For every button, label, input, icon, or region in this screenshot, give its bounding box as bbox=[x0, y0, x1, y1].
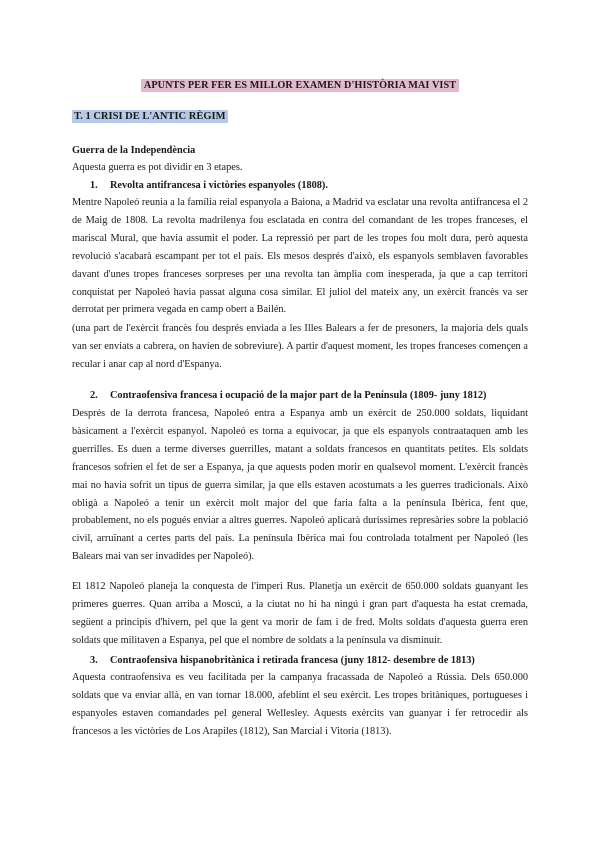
topic-heading: Guerra de la Independència bbox=[72, 145, 196, 156]
stage-3-paragraph-1: Aquesta contraofensiva es veu facilitada per la campanya fracassada de Napoleó a Rússia. Dels 650.000 soldats que va enviar allà, en van tornar 18.000, afeblint el seu exèrcit. Les tropes britàniques, portugueses i espanyoles estaven comandades pel general Wellesley. Aquests exèrcits van guanyar i fer retrocedir als francesos a les victòries de Los Arapiles (1812), San Marcial i Vitoria (1813). bbox=[72, 672, 528, 737]
stage-3-title: Contraofensiva hispanobritànica i retirada francesa (juny 1812- desembre de 1813) bbox=[110, 655, 475, 666]
stage-2-number: 2. bbox=[90, 390, 98, 401]
stage-2-title: Contraofensiva francesa i ocupació de la major part de la Península (1809- juny 1812) bbox=[110, 390, 487, 401]
intro-text: Aquesta guerra es pot dividir en 3 etapes. bbox=[72, 162, 243, 173]
stage-2-heading bbox=[90, 390, 487, 401]
stage-2-paragraph-1: Després de la derrota francesa, Napoleó entra a Espanya amb un exèrcit de 250.000 soldats, liquidant bàsicament a l'exèrcit espanyol. Napoleó es torna a equivocar, ja que els espanyols contraataquen amb les guerrilles. Es duen a terme diverses guerrilles, matant a soldats francesos en quantitats petites. Els soldats francesos sofrien el fet de ser a Espanya, ja que aquests poden morir en qualsevol moment. L'exèrcit francès mai no havia sofrit un tipus de guerra similar, ja que ells estaven acostumats a les guerres tradicionals. Això obligà a Napoleó a tenir un exèrcit molt major del que faria falta a la península Ibèrica, fent que, probablement, no els pogués enviar a altres guerres. Napoleó aplicarà duríssimes represàries sobre la població civil, arruïnant a certes parts del país. La península Ibèrica mai fou controlada totalment per Napoleó (les Balears mai van ser invadides per Napoleó). bbox=[72, 408, 528, 563]
stage-3-heading bbox=[90, 655, 475, 666]
document-title: APUNTS PER FER ES MILLOR EXAMEN D'HISTÒRIA MAI VIST bbox=[141, 79, 459, 92]
title-container bbox=[72, 75, 528, 93]
stage-1-title: Revolta antifrancesa i victòries espanyoles (1808). bbox=[110, 180, 328, 191]
stage-2-paragraph-2: El 1812 Napoleó planeja la conquesta de l'imperi Rus. Planetja un exèrcit de 650.000 soldats guanyant les primeres guerres. Quan arriba a Moscú, a la ciutat no hi ha ningú i gran part d'aquesta ha estat cremada, següent a principis d'hivern, pel que la gent va morir de fam i de fred. Molts soldats d'aquesta guerra eren soldats que militaven a Espanya, pel que el nombre de soldats a la península va disminuir. bbox=[72, 581, 528, 646]
stage-1-number: 1. bbox=[90, 180, 98, 191]
stage-1-paragraph-1: Mentre Napoleó reunia a la família reial espanyola a Baiona, a Madrid va esclatar una revolta antifrancesa el 2 de Maig de 1808. La revolta madrilenya fou esclatada en contra del comandant de les tropes franceses, el mariscal Mural, que havia assumit el poder. La repressió per part de les tropes fou molt dura, però aquesta revolució s'acabarà escampant per tot el país. Els mesos després d'això, els espanyols semblaven favorables davant d'unes tropes franceses sorpreses per una revolta tan àmplia com inesperada, ja que a cap territori conquistat per Napoleó havia passat alguna cosa similar. El juliol del mateix any, un exèrcit francès va ser derrotat per primera vegada en camp obert a Bailén. bbox=[72, 197, 528, 316]
stage-3-number: 3. bbox=[90, 655, 98, 666]
stage-1-heading bbox=[90, 180, 328, 191]
section-heading: T. 1 CRISI DE L'ANTIC RÈGIM bbox=[74, 111, 226, 122]
stage-1-paragraph-2: (una part de l'exèrcit francès fou després enviada a les Illes Balears a fer de presoners, la majoria dels quals van ser enviats a cabrera, on havien de sobreviure). A partir d'aquest moment, les tropes franceses començen a recular i anar cap al nord d'Espanya. bbox=[72, 323, 528, 370]
